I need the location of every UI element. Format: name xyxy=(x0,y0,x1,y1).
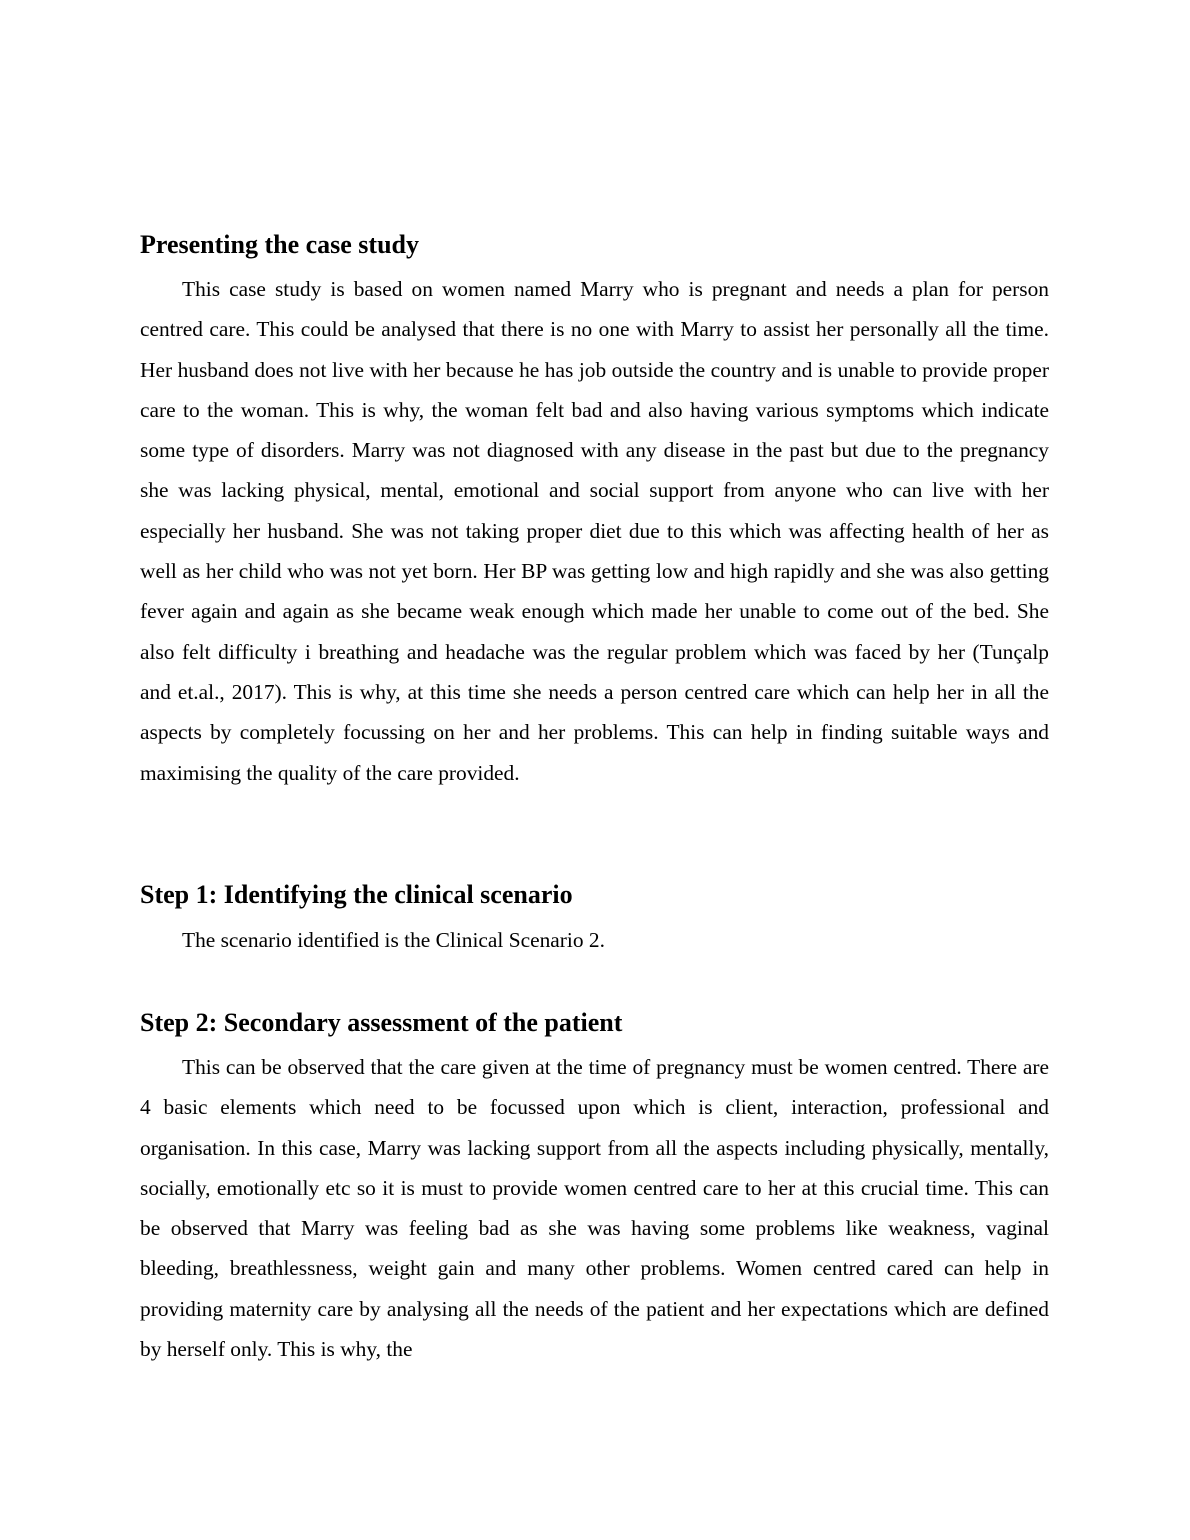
section-heading-case-study: Presenting the case study xyxy=(140,230,420,259)
section-heading-step-2: Step 2: Secondary assessment of the patient xyxy=(140,1008,623,1037)
section-body-case-study: This case study is based on women named Marry who is pregnant and needs a plan for person centred care. This could be analysed that there is no one with Marry to assist her personally all the time. Her husband does not live with her because he has job outside the country and is unable to provide proper care to the woman. This is why, the woman felt bad and also having various symptoms which indicate some type of disorders. Marry was not diagnosed with any disease in the past but due to the pregnancy she was lacking physical, mental, emotional and social support from anyone who can live with her especially her husband. She was not taking proper diet due to this which was affecting health of her as well as her child who was not yet born. Her BP was getting low and high rapidly and she was also getting fever again and again as she became weak enough which made her unable to come out of the bed. She also felt difficulty i breathing and headache was the regular problem which was faced by her (Tunçalp and et.al., 2017). This is why, at this time she needs a person centred care which can help her in all the aspects by completely focussing on her and her problems. This can help in finding suitable ways and maximising the quality of the care provided. xyxy=(140,277,1049,785)
section-heading-step-1: Step 1: Identifying the clinical scenario xyxy=(140,880,573,909)
section-body-step-2: This can be observed that the care given at the time of pregnancy must be women centred. There are 4 basic elements which need to be focussed upon which is client, interaction, professional and organisation. In this case, Marry was lacking support from all the aspects including physically, mentally, socially, emotionally etc so it is must to provide women centred care to her at this crucial time. This can be observed that Marry was feeling bad as she was having some problems like weakness, vaginal bleeding, breathlessness, weight gain and many other problems. Women centred cared can help in providing maternity care by analysing all the needs of the patient and her expectations which are defined by herself only. This is why, the xyxy=(140,1055,1049,1362)
section-body-step-1: The scenario identified is the Clinical Scenario 2. xyxy=(182,928,605,952)
